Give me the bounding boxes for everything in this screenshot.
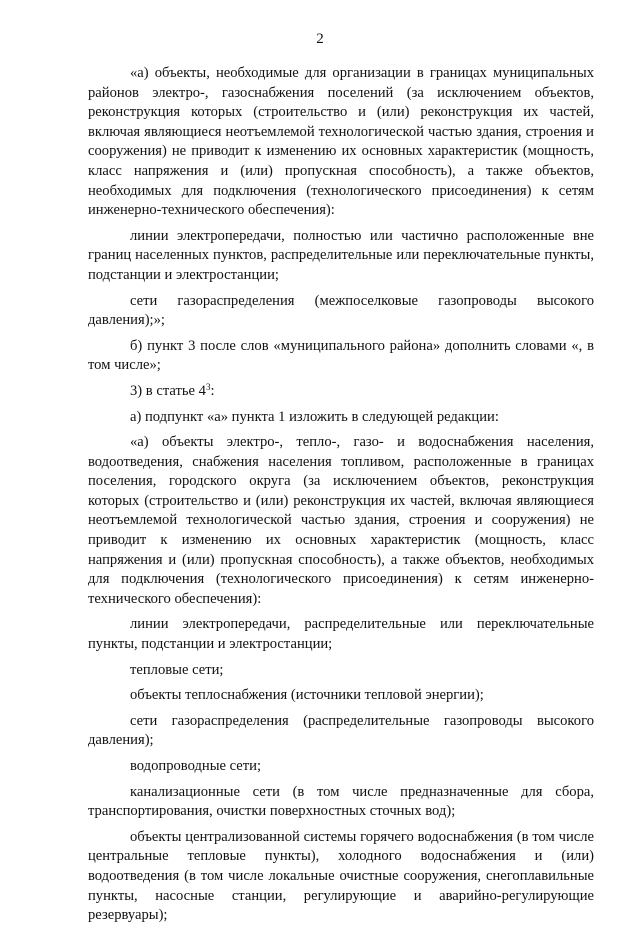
paragraph-sewer-networks: канализационные сети (в том числе предназначенные для сбора, транспортирования, очистки поверхностных сточных вод); bbox=[88, 783, 594, 820]
article-item-suffix: : bbox=[210, 382, 215, 399]
article-item-prefix: 3) в статье 4 bbox=[130, 382, 206, 399]
paragraph-article-4-3 bbox=[88, 382, 594, 402]
paragraph-objects-municipal-districts: «а) объекты, необходимые для организации в границах муниципальных районов электро-, газоснабжения поселений (за исключением объектов, реконструкция которых (строительство и (или) реконструкция их частей, включая являющиеся неотъемлемой технологической частью здания, строения и сооружения) не приводит к изменению их основных характеристик (мощность, класс напряжения и (или) пропускная способность), а также объектов, необходимых для подключения (технологического присоединения) к сетям инженерно-технического обеспечения): bbox=[88, 65, 594, 219]
paragraph-gas-intersettlement: сети газораспределения (межпоселковые газопроводы высокого давления);»; bbox=[88, 292, 594, 329]
document-body bbox=[88, 64, 594, 932]
paragraph-heat-networks: тепловые сети; bbox=[130, 661, 224, 678]
paragraph-power-lines-outside: линии электропередачи, полностью или частично расположенные вне границ населенных пунктов, распределительные или переключательные пункты, подстанции и электростанции; bbox=[88, 227, 594, 283]
paragraph-point-b: б) пункт 3 после слов «муниципального района» дополнить словами «, в том числе»; bbox=[88, 337, 594, 374]
paragraph-power-lines: линии электропередачи, распределительные или переключательные пункты, подстанции и электростанции; bbox=[88, 616, 594, 653]
paragraph-hot-water-systems: объекты централизованной системы горячего водоснабжения (в том числе центральные тепловые пункты), холодного водоснабжения и (или) водоотведения (в том числе локальные очистные сооружения, снегоплавильные пункты, насосные станции, регулирующие и аварийно-регулирующие резервуары); bbox=[88, 828, 594, 924]
paragraph-objects-settlements: «а) объекты электро-, тепло-, газо- и водоснабжения населения, водоотведения, снабжения населения топливом, расположенные в границах поселения, городского округа (за исключением объектов, реконструкция которых (строительство и (или) реконструкция их частей, включая являющиеся неотъемлемой технологической частью здания, строения и сооружения) не приводит к изменению их основных характеристик (мощность, класс напряжения и (или) пропускная способность), а также объектов, необходимых для подключения (технологического присоединения) к сетям инженерно-технического обеспечения): bbox=[88, 434, 594, 607]
paragraph-heat-supply-objects: объекты теплоснабжения (источники тепловой энергии); bbox=[130, 687, 484, 704]
paragraph-gas-distribution: сети газораспределения (распределительные газопроводы высокого давления); bbox=[88, 712, 594, 749]
paragraph-water-networks: водопроводные сети; bbox=[130, 758, 262, 774]
paragraph-subpoint-a: а) подпункт «а» пункта 1 изложить в следующей редакции: bbox=[130, 408, 499, 425]
page-number: 2 bbox=[316, 31, 324, 47]
article-item-superscript: 3 bbox=[205, 381, 211, 392]
